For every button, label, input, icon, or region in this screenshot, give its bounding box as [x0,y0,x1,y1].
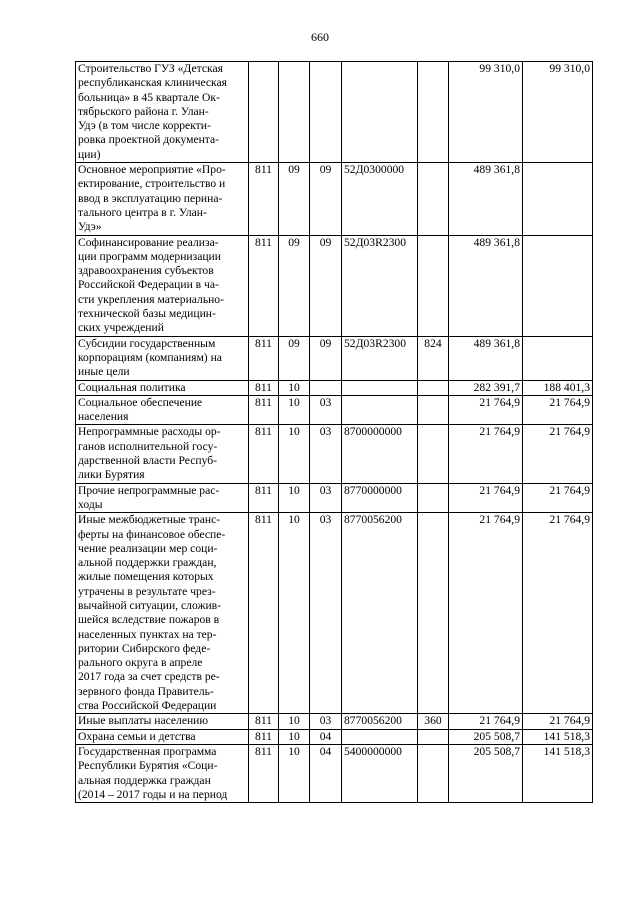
expense-name-line: больница» в 45 квартале Ок- [78,90,220,104]
expense-type-cell [418,744,449,802]
ministry-code-cell: 811 [249,425,279,483]
expense-name-line: Республики Бурятия «Соци- [78,759,218,773]
ministry-code-cell: 811 [249,235,279,336]
expense-name-line: тального центра в г. Улан- [78,205,207,219]
amount-2018-cell: 21 764,9 [449,513,523,714]
expense-name-line: Непрограммные расходы ор- [78,425,221,439]
section-code-cell: 10 [279,395,310,425]
expense-name-cell [76,62,249,163]
expense-type-cell [418,425,449,483]
expense-name-line: сти укрепления материально- [78,292,224,306]
ministry-code-cell: 811 [249,744,279,802]
target-article-cell: 52Д03R2300 [342,336,418,380]
table-row [76,62,593,163]
expense-name-line: Российской Федерации в ча- [78,278,219,292]
amount-2019-cell [523,336,593,380]
target-article-cell: 8770056200 [342,714,418,729]
ministry-code-cell: 811 [249,729,279,744]
expense-name-line: иные цели [78,365,130,379]
table-row [76,235,593,336]
expense-name-line: Охрана семьи и детства [78,729,196,743]
expense-name-cell [76,163,249,235]
ministry-code-cell [249,62,279,163]
amount-2018-cell: 282 391,7 [449,380,523,395]
expense-name-line: лики Бурятия [78,468,145,482]
expense-name-line: Субсидии государственным [78,336,216,350]
section-code-cell: 10 [279,380,310,395]
subsection-code-cell: 04 [310,744,342,802]
expense-name-line: альной поддержки граждан, [78,556,217,570]
amount-2018-cell: 205 508,7 [449,744,523,802]
expense-name-line: утрачены в результате чрез- [78,584,216,598]
expense-name-line: зервного фонда Правитель- [78,684,214,698]
amount-2018-cell: 21 764,9 [449,395,523,425]
table-row [76,380,593,395]
section-code-cell: 10 [279,513,310,714]
section-code-cell: 09 [279,336,310,380]
expense-name-line: ства Российской Федерации [78,699,217,713]
expense-name-cell [76,729,249,744]
expense-name-line: ции программ модернизации [78,249,221,263]
subsection-code-cell: 03 [310,483,342,513]
expense-name-line: Прочие непрограммные рас- [78,483,220,497]
subsection-code-cell [310,62,342,163]
expense-name-line: ходы [78,497,103,511]
ministry-code-cell: 811 [249,395,279,425]
expense-type-cell [418,729,449,744]
target-article-cell: 52Д0300000 [342,163,418,235]
budget-table-body [76,62,593,803]
expense-name-line: вычайной ситуации, сложив- [78,598,222,612]
table-row [76,729,593,744]
ministry-code-cell: 811 [249,336,279,380]
expense-name-line: Социальная политика [78,380,186,394]
expense-name-line: Строительство ГУЗ «Детская [78,62,223,75]
expense-name-line: (2014 – 2017 годы и на период [78,787,228,801]
expense-name-cell [76,425,249,483]
table-row [76,714,593,729]
target-article-cell: 52Д03R2300 [342,235,418,336]
amount-2019-cell [523,163,593,235]
expense-name-cell [76,744,249,802]
expense-name-line: альная поддержка граждан [78,773,211,787]
expense-name-cell [76,395,249,425]
expense-name-line: ввод в эксплуатацию перина- [78,191,223,205]
amount-2018-cell: 489 361,8 [449,163,523,235]
table-row [76,744,593,802]
expense-name-line: Удэ» [78,220,102,234]
amount-2018-cell: 489 361,8 [449,235,523,336]
expense-name-line: здравоохранения субъектов [78,264,214,278]
table-row [76,483,593,513]
target-article-cell: 8770000000 [342,483,418,513]
table-row [76,425,593,483]
amount-2018-cell: 489 361,8 [449,336,523,380]
expense-type-cell: 824 [418,336,449,380]
section-code-cell: 10 [279,425,310,483]
ministry-code-cell: 811 [249,513,279,714]
amount-2018-cell: 21 764,9 [449,714,523,729]
expense-name-line: шейся вследствие пожаров в [78,613,220,627]
target-article-cell [342,395,418,425]
section-code-cell: 10 [279,744,310,802]
amount-2019-cell: 21 764,9 [523,395,593,425]
section-code-cell: 10 [279,483,310,513]
expense-name-line: Иные выплаты населению [78,714,209,728]
subsection-code-cell: 03 [310,714,342,729]
expense-type-cell: 360 [418,714,449,729]
amount-2018-cell: 21 764,9 [449,425,523,483]
ministry-code-cell: 811 [249,380,279,395]
expense-name-line: ровка проектной документа- [78,133,220,147]
expense-type-cell [418,395,449,425]
table-row [76,513,593,714]
section-code-cell: 09 [279,163,310,235]
budget-table [75,61,593,803]
expense-name-cell [76,235,249,336]
target-article-cell: 8700000000 [342,425,418,483]
expense-name-line: ганов исполнительной госу- [78,439,218,453]
expense-name-line: ектирование, строительство и [78,177,226,191]
amount-2019-cell: 99 310,0 [523,62,593,163]
ministry-code-cell: 811 [249,483,279,513]
table-row [76,395,593,425]
subsection-code-cell: 03 [310,425,342,483]
target-article-cell [342,380,418,395]
expense-name-cell [76,714,249,729]
amount-2019-cell [523,235,593,336]
expense-name-cell [76,380,249,395]
expense-name-line: республиканская клиническая [78,76,227,90]
target-article-cell [342,62,418,163]
expense-type-cell [418,163,449,235]
expense-name-line: чение реализации мер соци- [78,541,218,555]
expense-type-cell [418,62,449,163]
expense-type-cell [418,483,449,513]
amount-2019-cell: 141 518,3 [523,729,593,744]
subsection-code-cell: 04 [310,729,342,744]
table-row [76,336,593,380]
amount-2019-cell: 21 764,9 [523,483,593,513]
subsection-code-cell: 09 [310,163,342,235]
section-code-cell: 09 [279,235,310,336]
expense-name-line: жилые помещения которых [78,570,214,584]
subsection-code-cell: 09 [310,235,342,336]
amount-2019-cell: 188 401,3 [523,380,593,395]
section-code-cell: 10 [279,729,310,744]
expense-name-line: Государственная программа [78,744,217,758]
expense-type-cell [418,513,449,714]
expense-name-line: населения [78,410,129,424]
expense-type-cell [418,235,449,336]
expense-name-line: ритории Сибирского феде- [78,641,211,655]
subsection-code-cell [310,380,342,395]
subsection-code-cell: 03 [310,513,342,714]
amount-2019-cell: 21 764,9 [523,513,593,714]
expense-name-cell [76,483,249,513]
ministry-code-cell: 811 [249,163,279,235]
expense-name-line: Софинансирование реализа- [78,235,219,249]
page-number: 660 [311,30,329,44]
expense-type-cell [418,380,449,395]
amount-2019-cell: 21 764,9 [523,714,593,729]
target-article-cell [342,729,418,744]
expense-name-line: 2017 года за счет средств ре- [78,670,220,684]
ministry-code-cell: 811 [249,714,279,729]
amount-2019-cell: 21 764,9 [523,425,593,483]
expense-name-line: ферты на финансовое обеспе- [78,527,226,541]
expense-name-cell [76,336,249,380]
target-article-cell: 8770056200 [342,513,418,714]
expense-name-line: дарственной власти Респуб- [78,454,217,468]
amount-2018-cell: 21 764,9 [449,483,523,513]
section-code-cell: 10 [279,714,310,729]
expense-name-line: ции) [78,147,101,161]
subsection-code-cell: 09 [310,336,342,380]
amount-2019-cell: 141 518,3 [523,744,593,802]
expense-name-line: Социальное обеспечение [78,395,203,409]
expense-name-line: Основное мероприятие «Про- [78,163,226,177]
subsection-code-cell: 03 [310,395,342,425]
expense-name-line: Удэ (в том числе корректи- [78,119,211,133]
expense-name-line: рального округа в апреле [78,656,203,670]
target-article-cell: 5400000000 [342,744,418,802]
expense-name-line: тябрьского района г. Улан- [78,104,209,118]
expense-name-line: населенных пунктах на тер- [78,627,217,641]
table-row [76,163,593,235]
expense-name-cell [76,513,249,714]
expense-name-line: технической базы медицин- [78,307,216,321]
amount-2018-cell: 99 310,0 [449,62,523,163]
section-code-cell [279,62,310,163]
expense-name-line: ских учреждений [78,321,164,335]
expense-name-line: Иные межбюджетные транс- [78,513,221,527]
expense-name-line: корпорациям (компаниям) на [78,350,222,364]
amount-2018-cell: 205 508,7 [449,729,523,744]
